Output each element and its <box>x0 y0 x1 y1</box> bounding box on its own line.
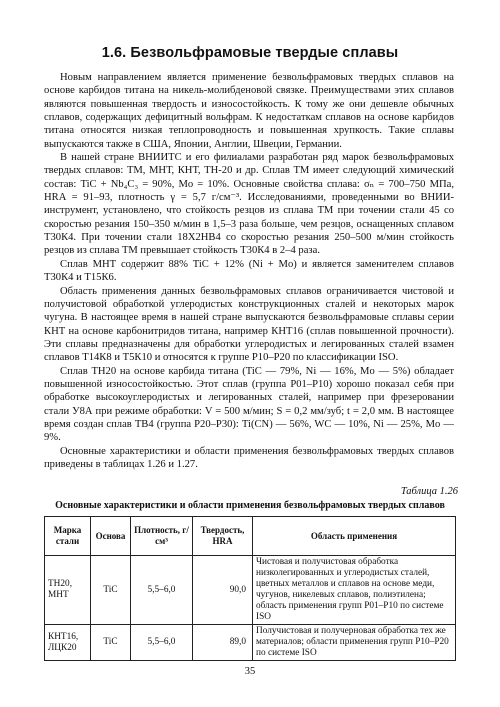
cell-application: Чистовая и получистовая обработка низколегированных и углеродистых сталей, цветных металлов и сплавов на основе меди, чугунов, никелевых сплавов, полиэтилена; область применения групп Р01–Р10 по системе ISO <box>253 556 456 625</box>
page-number: 35 <box>244 666 256 677</box>
cell-hardness: 90,0 <box>193 556 253 625</box>
header-hardness: Твердость, HRA <box>193 517 253 556</box>
table-row <box>45 625 456 661</box>
body-text <box>44 71 454 471</box>
cell-hardness: 89,0 <box>193 625 253 661</box>
table-title: Основные характеристики и области применения безвольфрамовых твердых сплавов <box>55 500 445 511</box>
cell-base: TiC <box>91 556 131 625</box>
cell-grade: ТН20, МНТ <box>45 556 91 625</box>
paragraph: В нашей стране ВНИИТС и его филиалами разработан ряд марок безвольфрамовых твердых сплавов: ТМ, МНТ, КНТ, ТН-20 и др. Сплав ТМ имеет следующий химический состав: TiC + Nb₄C₃ = 90%, Mo = 10%. Основные свойства сплава: σₙ = 700–750 МПа, HRA = 91–93, плотность γ = 5,7 г/см⁻³. Исследованиями, проведенными во ВНИИ-инструмент, установлено, что стойкость резцов из сплава ТМ при точении стали 45 со скоростью резания 150–350 м/мин в 1,5–3 раза больше, чем резцов, оснащенных сплавом Т30К4. При точении стали 18Х2НВ4 со скоростью резания 250–500 м/мин стойкость резцов из сплава ТМ превышает стойкость Т30К4 в 2–4 раза. <box>44 152 454 257</box>
paragraph: Сплав МНТ содержит 88% TiC + 12% (Ni + Mo) и является заменителем сплавов Т30К4 и Т15К6. <box>44 258 454 284</box>
header-base: Основа <box>91 517 131 556</box>
paragraph: Основные характеристики и области применения безвольфрамовых твердых сплавов приведены в таблицах 1.26 и 1.27. <box>44 445 454 470</box>
cell-application: Получистовая и получерновая обработка тех же материалов; области применения групп Р10–Р20 по системе ISO <box>253 625 456 661</box>
cell-base: TiC <box>91 625 131 661</box>
cell-density: 5,5–6,0 <box>131 625 193 661</box>
header-application: Область применения <box>253 517 456 556</box>
table-header-row <box>45 517 456 556</box>
header-grade: Марка стали <box>45 517 91 556</box>
cell-grade: КНТ16, ЛЦК20 <box>45 625 91 661</box>
section-title: 1.6. Безвольфрамовые твердые сплавы <box>101 45 399 61</box>
paragraph: Сплав ТН20 на основе карбида титана (TiC — 79%, Ni — 16%, Mo — 5%) обладает повышенной износостойкостью. Этот сплав (группа Р01–Р10) хорошо показал себя при обработке высокоуглеродистых и легированных сталей, например при фрезеровании стали У8А при режиме обработки: V = 500 м/мин; S = 0,2 мм/зуб; t = 2,0 мм. В настоящее время создан сплав ТВ4 (группа Р20–Р30): Ti(CN) — 56%, WC — 10%, Ni — 25%, Mo — 9%. <box>44 365 454 444</box>
properties-table <box>44 516 456 661</box>
paragraph: Область применения данных безвольфрамовых сплавов ограничивается чистовой и получистовой обработкой углеродистых конструкционных сталей и некоторых марок чугуна. В настоящее время в нашей стране выпускаются безвольфрамовые сплавы серии КНТ на основе карбонитридов титана, например КНТ16 (сплав повышенной прочности). Эти сплавы предназначены для обработки углеродистых и легированных сталей взамен сплавов Т14К8 и Т5К10 и относятся к группе Р10–Р20 по классификации ISO. <box>44 285 454 364</box>
cell-density: 5,5–6,0 <box>131 556 193 625</box>
table-row <box>45 556 456 625</box>
table-number: Таблица 1.26 <box>400 486 458 497</box>
paragraph: Новым направлением является применение безвольфрамовых твердых сплавов на основе карбидов титана на никель-молибденовой связке. Преимуществами этих сплавов являются повышенная твердость и износостойкость. К тому же они дешевле обычных сплавов, содержащих дефицитный вольфрам. К недостаткам сплавов на основе карбидов титана относятся низкая теплопроводность и повышенная хрупкость. Такие сплавы выпускаются также в США, Японии, Англии, Швеции, Германии. <box>44 72 454 150</box>
header-density: Плотность, г/см³ <box>131 517 193 556</box>
